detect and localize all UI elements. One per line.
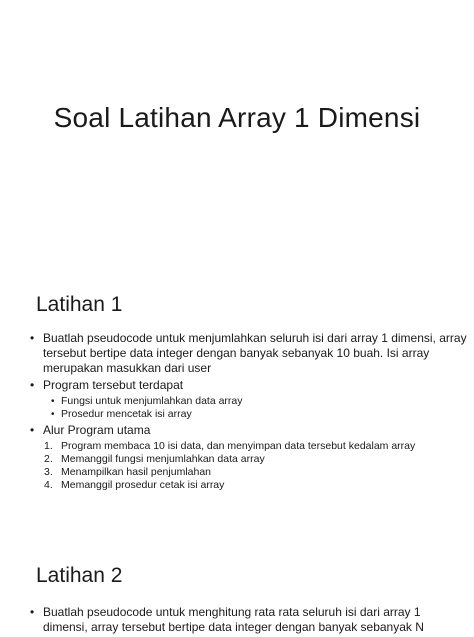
slide-title-latihan-1: Latihan 1 [36, 293, 123, 316]
bullet-text: Alur Program utama [43, 423, 151, 437]
numbered-item-text: Memanggil fungsi menjumlahkan data array [61, 453, 265, 465]
bullet-icon: • [30, 378, 35, 392]
numbered-item-text: Memanggil prosedur cetak isi array [61, 479, 225, 491]
sub-bullet-list [28, 395, 468, 421]
slide-latihan-2 [0, 548, 474, 632]
sub-bullet-icon: • [51, 409, 55, 420]
bullet-text: Buatlah pseudocode untuk menjumlahkan seluruh isi dari array 1 dimensi, array tersebut bertipe data integer dengan banyak sebanyak 10 buah. Isi array merupakan masukkan dari user [43, 331, 467, 375]
item-number: 2. [44, 453, 53, 465]
sub-bullet-item [28, 395, 468, 408]
item-number: 4. [44, 479, 53, 491]
slide-content [28, 331, 468, 494]
numbered-item [28, 440, 468, 453]
numbered-item [28, 479, 468, 492]
numbered-item-text: Program membaca 10 isi data, dan menyimpan data tersebut kedalam array [61, 440, 416, 452]
slide-latihan-1 [0, 272, 474, 548]
slide-content [28, 605, 468, 637]
numbered-item [28, 453, 468, 466]
numbered-item [28, 466, 468, 479]
bullet-program-contents [28, 378, 468, 393]
numbered-list [28, 440, 468, 492]
presentation-title: Soal Latihan Array 1 Dimensi [53, 102, 421, 133]
numbered-item-text: Menampilkan hasil penjumlahan [61, 466, 212, 478]
item-number: 1. [44, 440, 53, 452]
bullet-main-flow [28, 423, 468, 438]
sub-bullet-item [28, 408, 468, 421]
sub-bullet-text: Fungsi untuk menjumlahkan data array [61, 395, 243, 407]
bullet-icon: • [30, 423, 35, 437]
bullet-task-description [28, 331, 468, 376]
sub-bullet-text: Prosedur mencetak isi array [61, 408, 192, 420]
bullet-icon: • [30, 605, 35, 619]
bullet-text: Buatlah pseudocode untuk menghitung rata rata seluruh isi dari array 1 dimensi, array tersebut bertipe data integer dengan banyak sebanyak N [43, 605, 424, 634]
slide-title-latihan-2: Latihan 2 [36, 564, 123, 587]
sub-bullet-icon: • [51, 396, 55, 407]
bullet-icon: • [30, 331, 35, 345]
bullet-task-description [28, 605, 468, 635]
bullet-text: Program tersebut terdapat [43, 378, 184, 392]
title-slide [0, 0, 474, 272]
item-number: 3. [44, 466, 53, 478]
